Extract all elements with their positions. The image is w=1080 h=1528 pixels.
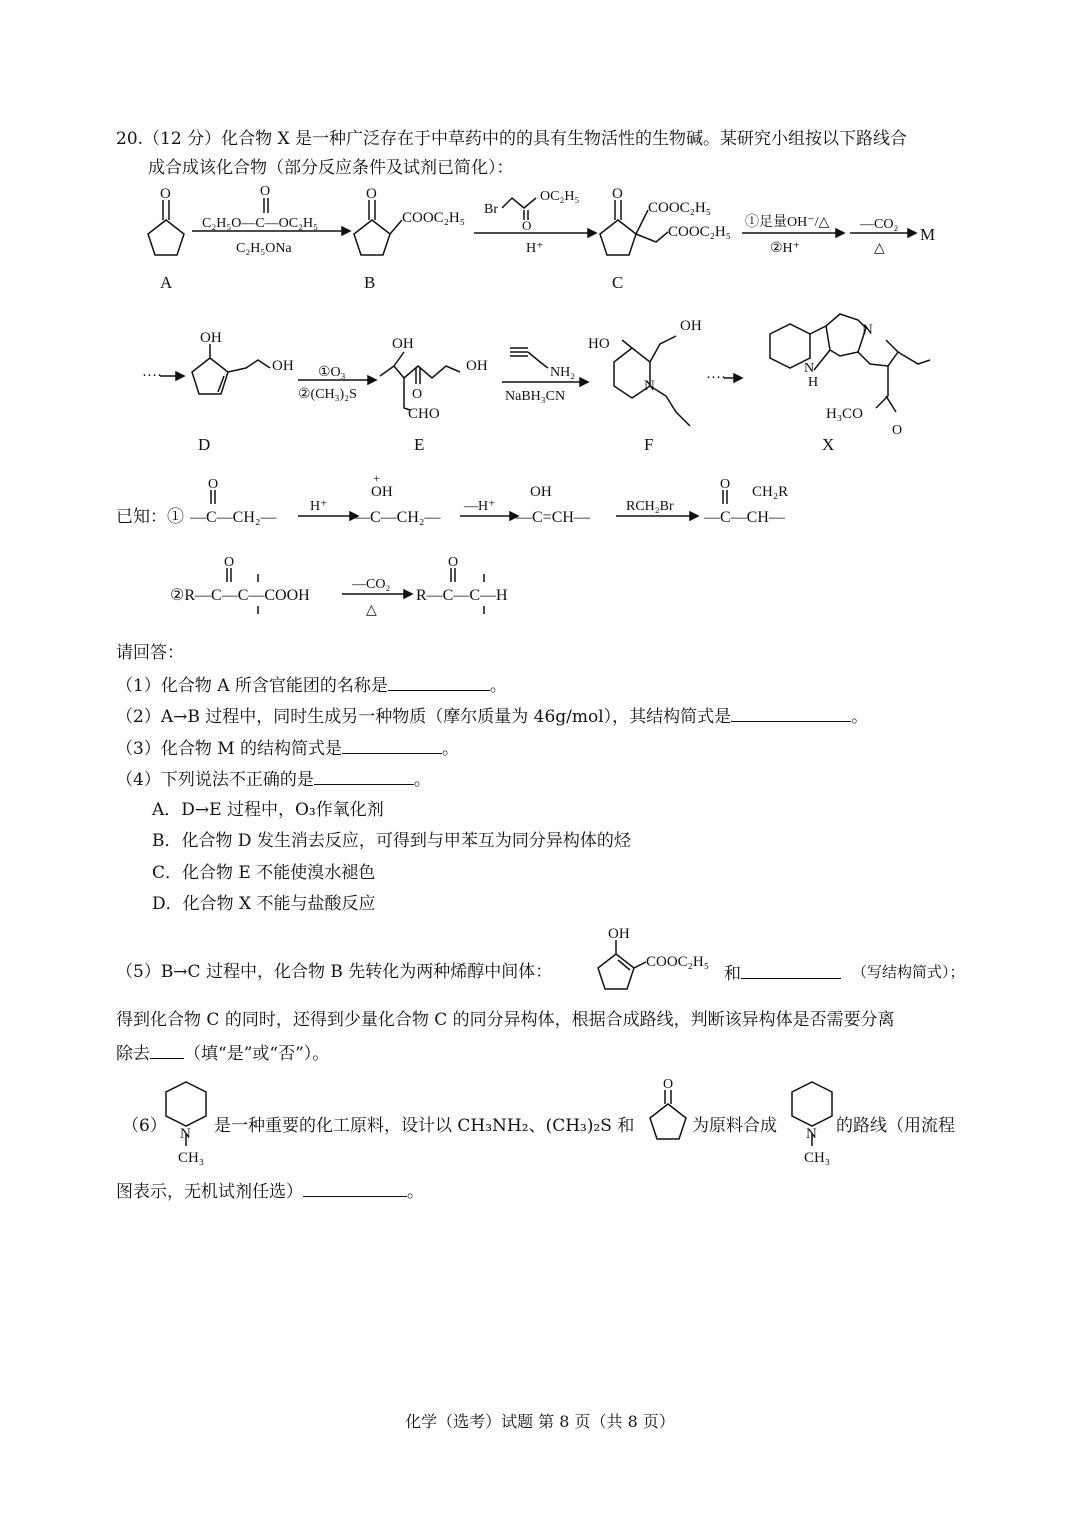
svg-text:CH₃: CH₃ (178, 1150, 205, 1166)
c-substituent-2: COOC₂H₅ (668, 224, 731, 240)
question-1: （1）化合物 A 所含官能团的名称是 。 (116, 672, 507, 698)
k1-left: —C—CH₂— (190, 509, 277, 526)
k1-oh2: OH (530, 484, 552, 500)
k1-ch2r: CH₂R (752, 484, 789, 500)
answer-blank-6[interactable] (303, 1178, 407, 1197)
reagent-cm1-top: ①足量OH⁻/△ (745, 215, 830, 230)
svg-text:O: O (260, 184, 271, 199)
reagent-ef-top: NH₂ (550, 365, 576, 380)
compound-b-structure (354, 186, 402, 255)
compound-x-structure (770, 314, 930, 412)
known-reactions (0, 471, 1080, 634)
b-substituent: COOC₂H₅ (402, 210, 465, 226)
svg-text:+: + (373, 471, 380, 485)
svg-text:O: O (208, 477, 219, 492)
reagent-cm2-bottom: △ (874, 241, 885, 256)
answers-prompt: 请回答： (116, 643, 184, 663)
e-oxygen: O (412, 387, 423, 402)
reagent-bc-bottom: H⁺ (526, 241, 544, 256)
question-6-num: （6） (122, 1116, 167, 1136)
question-5-and: 和 (724, 960, 841, 986)
question-2: （2）A→B 过程中，同时生成另一种物质（摩尔质量为 46g/mol），其结构简式是 。 (116, 703, 868, 729)
f-nitrogen: N (644, 378, 655, 394)
k2-bottom: △ (366, 603, 377, 618)
question-6d: 的路线（用流程 (836, 1116, 955, 1136)
d-oh-2: OH (272, 358, 294, 374)
reagent-ef-bottom: NaBH₃CN (505, 389, 566, 404)
svg-text:O: O (224, 555, 235, 570)
question-5a: （5）B→C 过程中，化合物 B 先转化为两种烯醇中间体： (116, 962, 553, 982)
question-5c: 除去 （填“是”或“否”）。 (116, 1040, 329, 1066)
reagent-bc-br: Br (484, 202, 498, 217)
e-oh-1: OH (392, 336, 414, 352)
e-oh-2: OH (466, 358, 488, 374)
dots-left: ···· (142, 368, 162, 384)
label-c: C (612, 273, 624, 292)
option-c: C．化合物 E 不能使溴水褪色 (152, 863, 376, 883)
answer-blank-4[interactable] (314, 766, 414, 785)
dots-right: ···· (706, 370, 726, 386)
answer-blank-2[interactable] (731, 703, 851, 722)
scheme-2 (0, 300, 1080, 460)
d-oh-1: OH (200, 330, 222, 346)
question-5b: 得到化合物 C 的同时，还得到少量化合物 C 的同分异构体，根据合成路线，判断该异构体是否需要分离 (116, 1010, 895, 1030)
compound-c-structure (600, 186, 668, 255)
product-m: M (920, 225, 936, 244)
k1-reagent: RCH₂Br (626, 499, 674, 514)
option-d: D．化合物 X 不能与盐酸反应 (152, 894, 376, 914)
svg-text:N: N (806, 1126, 817, 1142)
reagent-cm1-bottom: ②H⁺ (770, 241, 801, 256)
option-a: A．D→E 过程中，O₃作氧化剂 (152, 800, 384, 820)
k2-top: —CO₂ (352, 577, 391, 592)
x-nitrogen: N (862, 322, 873, 338)
answer-blank-5a[interactable] (741, 960, 841, 979)
page-footer: 化学（选考）试题 第 8 页（共 8 页） (405, 1412, 675, 1431)
answer-blank-3[interactable] (342, 735, 442, 754)
label-d: D (198, 435, 211, 454)
svg-text:N: N (180, 1126, 191, 1142)
reagent-ab-bottom: C₂H₅ONa (236, 241, 292, 256)
question-6b: 是一种重要的化工原料，设计以 CH₃NH₂、(CH₃)₂S 和 (214, 1116, 635, 1136)
question-5-hint: （写结构简式）； (852, 963, 965, 981)
label-f: F (644, 435, 654, 454)
label-b: B (364, 273, 376, 292)
question-6e: 图表示，无机试剂任选） 。 (116, 1178, 424, 1204)
reagent-bc-oc: OC₂H₅ (540, 189, 580, 204)
reagent-de-top: ①O₃ (318, 365, 346, 380)
svg-text:O: O (663, 1077, 674, 1092)
reagent-de-bottom: ②(CH₃)₂S (298, 387, 357, 402)
label-x: X (822, 435, 835, 454)
svg-text:O: O (366, 186, 377, 202)
question-header-line2: 成合成该化合物（部分反应条件及试剂已简化）： (148, 158, 514, 178)
k1-enol: —C=CH— (516, 509, 590, 526)
svg-text:O: O (612, 186, 623, 202)
reagent-cm2-top: —CO₂ (860, 217, 899, 232)
question-6c: 为原料合成 (692, 1116, 777, 1136)
x-oxygen: O (892, 423, 903, 438)
x-nh: N (804, 361, 815, 376)
q5-oh: OH (608, 926, 630, 942)
answer-blank-1[interactable] (388, 672, 490, 691)
e-cho: CHO (408, 406, 440, 422)
q5-substituent: COOC₂H₅ (646, 954, 709, 970)
cyclopentanone-structure (646, 1078, 696, 1148)
svg-text:O: O (720, 477, 731, 492)
k2-right: R—C—C—H (416, 587, 508, 604)
label-a: A (160, 273, 173, 292)
k1-oh: OH (371, 484, 393, 500)
svg-text:O: O (448, 555, 459, 570)
answer-blank-5b[interactable] (150, 1040, 184, 1059)
f-oh: OH (680, 318, 702, 334)
a-oxygen: O (160, 186, 171, 202)
compound-a-structure (148, 186, 184, 255)
question-3: （3）化合物 M 的结构简式是 。 (116, 735, 459, 761)
compound-d-structure (192, 344, 270, 394)
x-ester: H₃CO (826, 406, 863, 422)
k1-mid: —C—CH₂— (354, 509, 441, 526)
reagent-ab-top: C₂H₅O—C—OC₂H₅ (202, 216, 318, 231)
x-h: H (808, 375, 819, 390)
known-intro: 已知：① (116, 507, 184, 526)
question-header-line1: 20.（12 分）化合物 X 是一种广泛存在于中草药中的的具有生物活性的生物碱。某研究小组按以下路线合 (116, 129, 907, 149)
k2-left: ②R—C—C—COOH (170, 587, 310, 604)
n-methylpiperidine-structure-1 (160, 1076, 220, 1166)
c-substituent-1: COOC₂H₅ (648, 200, 711, 216)
f-ho: HO (588, 336, 610, 352)
k1-minus-h: —H⁺ (464, 499, 496, 514)
question-4: （4）下列说法不正确的是 。 (116, 766, 431, 792)
svg-text:O: O (522, 218, 532, 233)
svg-text:CH₃: CH₃ (804, 1150, 831, 1166)
k1-h: H⁺ (310, 499, 328, 514)
label-e: E (414, 435, 425, 454)
option-b: B．化合物 D 发生消去反应，可得到与甲苯互为同分异构体的烃 (152, 831, 631, 851)
k1-product: —C—CH— (704, 509, 785, 526)
